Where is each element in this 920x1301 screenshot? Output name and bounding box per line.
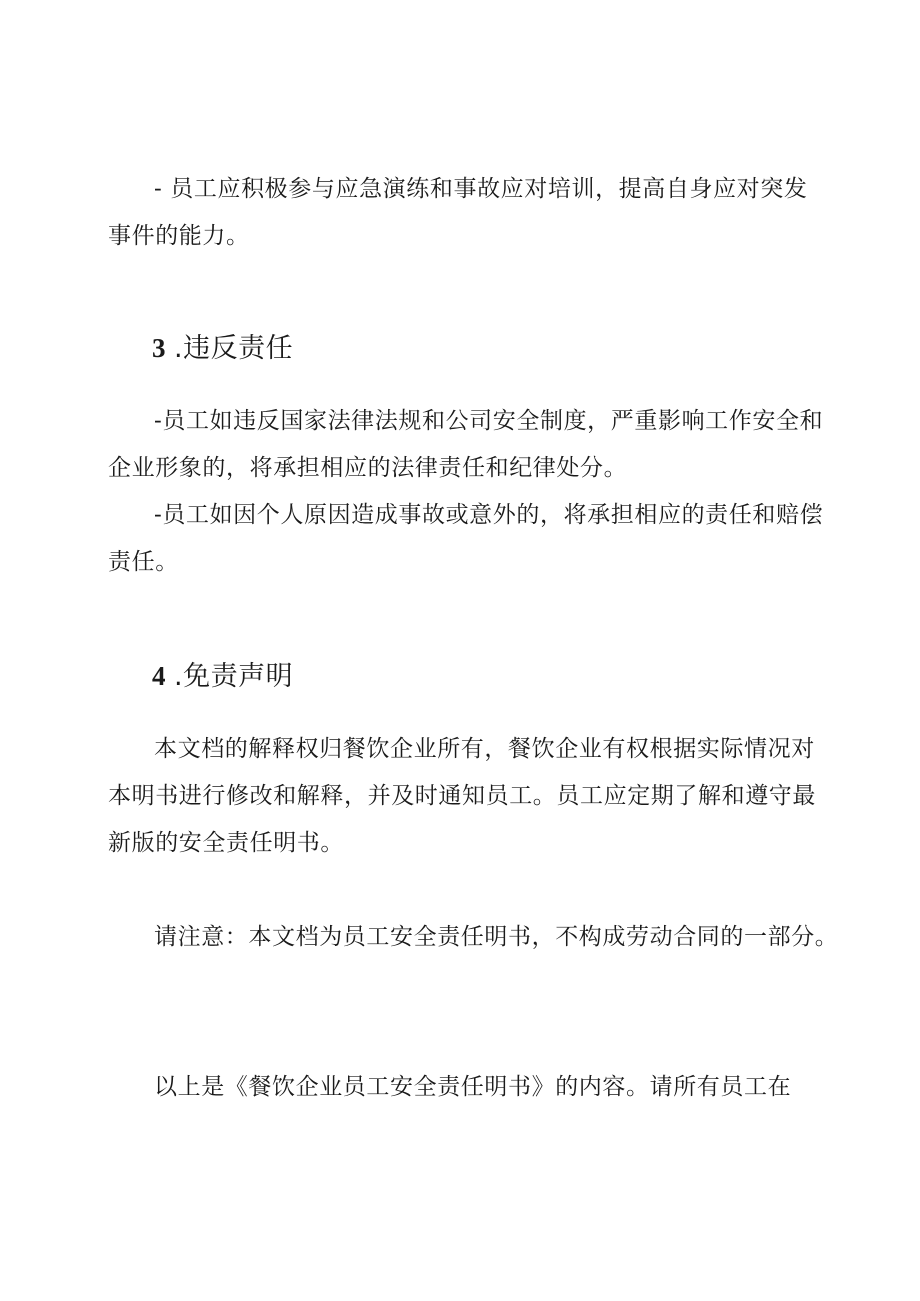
notice-text: 请注意：本文档为员工安全责任明书，不构成劳动合同的一部分。	[154, 924, 839, 950]
section-4-heading	[152, 656, 293, 697]
violation-item-2: -员工如因个人原因造成事故或意外的，将承担相应的责任和赔偿责任。	[108, 502, 824, 575]
closing-text: 以上是《餐饮企业员工安全责任明书》的内容。请所有员工在	[154, 1074, 792, 1100]
section-4-number: 4	[152, 661, 166, 691]
section-3-heading	[152, 328, 293, 369]
section-3-number: 3	[152, 333, 166, 363]
violation-item-1: -员工如违反国家法律法规和公司安全制度，严重影响工作安全和企业形象的，将承担相应的法律责任和纪律处分。	[108, 408, 824, 481]
training-item: - 员工应积极参与应急演练和事故应对培训，提高自身应对突发事件的能力。	[108, 176, 808, 249]
section-3-title: .违反责任	[174, 333, 294, 364]
disclaimer-body: 本文档的解释权归餐饮企业所有，餐饮企业有权根据实际情况对本明书进行修改和解释，并及时通知员工。员工应定期了解和遵守最新版的安全责任明书。	[108, 736, 816, 856]
section-4-title: .免责声明	[174, 661, 294, 692]
